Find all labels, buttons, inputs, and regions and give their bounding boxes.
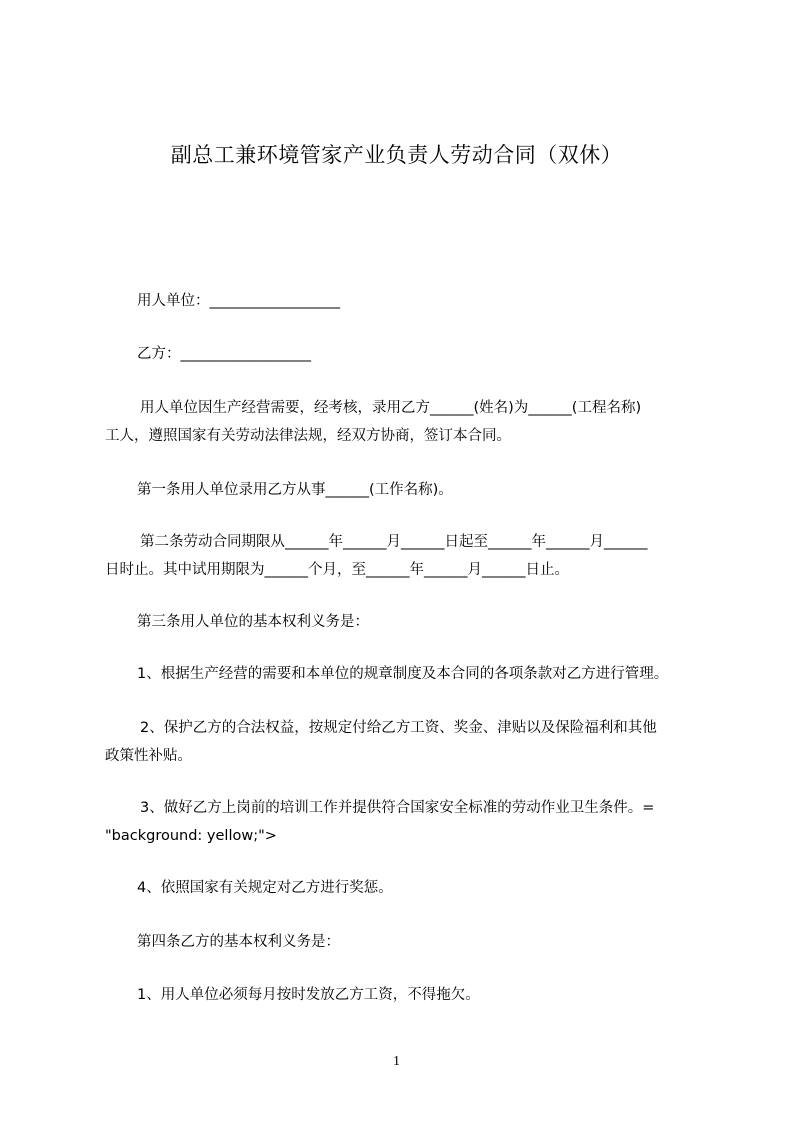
employer-line: 用人单位：__________________ [137,293,340,309]
party-b-line: 乙方：__________________ [137,346,311,362]
article-2-line-2: 日时止。其中试用期限为______个月，至______年______月______日止。 [105,562,569,578]
document-title: 副总工兼环境管家产业负责人劳动合同（双休） [170,143,623,167]
page-number: 1 [393,1054,400,1069]
article-1: 第一条用人单位录用乙方从事______(工作名称)。 [137,482,453,498]
article-3-item-2-line-1: 2、保护乙方的合法权益，按规定付给乙方工资、奖金、津贴以及保险福利和其他 [140,720,657,736]
article-3-item-4: 4、依照国家有关规定对乙方进行奖惩。 [137,880,393,896]
article-2-line-1: 第二条劳动合同期限从______年______月______日起至______年______月______ [140,534,648,550]
article-3-item-3-line-1: 3、做好乙方上岗前的培训工作并提供符合国家安全标准的劳动作业卫生条件。= [140,800,655,816]
article-4: 第四条乙方的基本权利义务是： [137,934,340,950]
intro-line-2: 工人，遵照国家有关劳动法律法规，经双方协商，签订本合同。 [105,428,511,444]
intro-line-1: 用人单位因生产经营需要，经考核，录用乙方______(姓名)为______(工程名称) [140,400,642,416]
article-4-item-1: 1、用人单位必须每月按时发放乙方工资，不得拖欠。 [137,987,480,1003]
article-3-item-3-line-2: "background: yellow;"> [105,828,277,844]
article-3-item-1: 1、根据生产经营的需要和本单位的规章制度及本合同的各项条款对乙方进行管理。 [137,666,669,682]
article-3: 第三条用人单位的基本权利义务是： [137,614,369,630]
article-3-item-2-line-2: 政策性补贴。 [105,748,192,764]
